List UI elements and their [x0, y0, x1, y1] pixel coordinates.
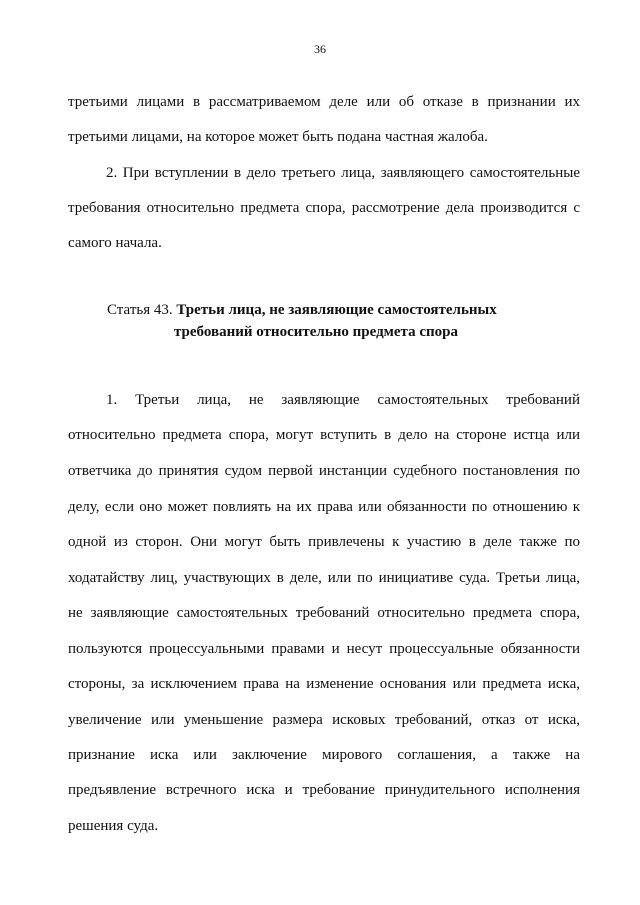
article-number: Статья 43. — [107, 302, 173, 318]
text-line: третьими лицами в рассматриваемом деле или об отказе в признании их — [68, 94, 580, 110]
text-line: относительно предмета спора, могут вступить в дело на стороне истца или — [68, 427, 580, 443]
text-line: ответчика до принятия судом первой инстанции судебного постановления по — [68, 463, 580, 479]
page-number: 36 — [314, 42, 326, 56]
article-title-line2-row — [174, 322, 458, 342]
text-line: ходатайству лиц, участвующих в деле, или по инициативе суда. Третьи лица, — [68, 570, 580, 586]
text-line: решения суда. — [68, 818, 159, 834]
text-line: признание иска или заключение мирового соглашения, а также на — [68, 747, 580, 763]
text-line: одной из сторон. Они могут быть привлечены к участию в деле также по — [68, 534, 580, 550]
text-line: самого начала. — [68, 235, 162, 251]
text-line: 2. При вступлении в дело третьего лица, заявляющего самостоятельные — [106, 165, 580, 181]
article-title-line1: Третьи лица, не заявляющие самостоятельных — [176, 302, 497, 318]
text-line: пользуются процессуальными правами и несут процессуальные обязанности — [68, 641, 580, 657]
text-line: увеличение или уменьшение размера исковых требований, отказ от иска, — [68, 712, 580, 728]
text-line: третьими лицами, на которое может быть подана частная жалоба. — [68, 129, 488, 145]
text-line: требования относительно предмета спора, рассмотрение дела производится с — [68, 200, 580, 216]
text-line: не заявляющие самостоятельных требований относительно предмета спора, — [68, 605, 580, 621]
text-line: делу, если оно может повлиять на их права или обязанности по отношению к — [68, 499, 580, 515]
article-title-line2: требований относительно предмета спора — [174, 324, 458, 340]
text-line: 1. Третьи лица, не заявляющие самостоятельных требований — [106, 392, 580, 408]
text-line: стороны, за исключением права на изменение основания или предмета иска, — [68, 676, 580, 692]
article-heading — [107, 300, 497, 320]
text-line: предъявление встречного иска и требование принудительного исполнения — [68, 782, 580, 798]
